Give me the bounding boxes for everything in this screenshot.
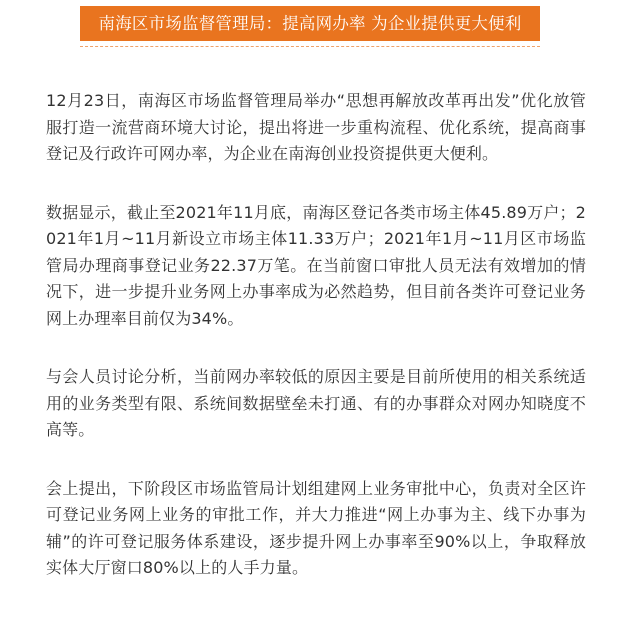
paragraph-4: 会上提出，下阶段区市场监管局计划组建网上业务审批中心，负责对全区许可登记业务网上业务的审批工作，并大力推进“网上办事为主、线下办事为辅”的许可登记服务体系建设，逐步提升网上办事率至90%以上，争取释放实体大厅窗口80%以上的人手力量。 — [46, 478, 586, 577]
article-title: 南海区市场监督管理局：提高网办率 为企业提供更大便利 — [80, 6, 540, 41]
title-banner — [80, 6, 540, 46]
paragraph-1: 12月23日，南海区市场监督管理局举办“思想再解放改革再出发”优化放管服打造一流营商环境大讨论，提出将进一步重构流程、优化系统，提高商事登记及行政许可网办率，为企业在南海创业投资提供更大便利。 — [46, 91, 586, 163]
paragraph-3: 与会人员讨论分析，当前网办率较低的原因主要是目前所使用的相关系统适用的业务类型有限、系统间数据壁垒未打通、有的办事群众对网办知晓度不高等。 — [46, 367, 586, 439]
paragraph-2: 数据显示，截止至2021年11月底，南海区登记各类市场主体45.89万户；2021年1月~11月新设立市场主体11.33万户；2021年1月~11月区市场监管局办理商事登记业务22.37万笔。在当前窗口审批人员无法有效增加的情况下，进一步提升业务网上办事率成为必然趋势，但目前各类许可登记业务网上办理率目前仅为34%。 — [46, 202, 586, 328]
title-divider — [80, 46, 540, 47]
article-body — [46, 88, 586, 614]
